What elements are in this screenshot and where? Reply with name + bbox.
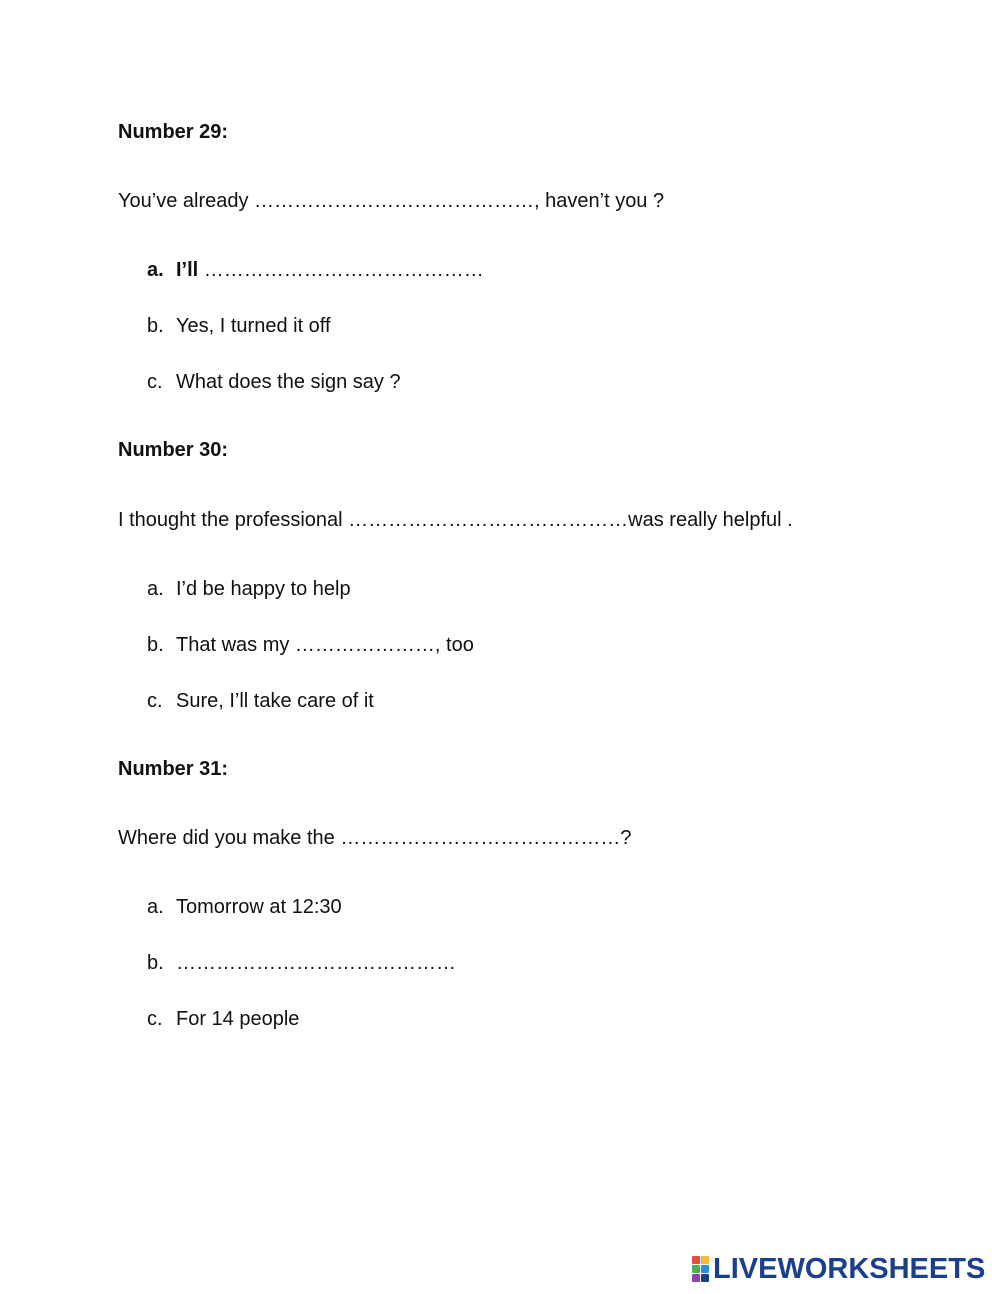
option-letter: c. bbox=[147, 371, 163, 393]
option-text: For 14 people bbox=[176, 1008, 300, 1030]
option-letter: c. bbox=[147, 1008, 163, 1030]
question-29-prompt: You’ve already ……………………………………, haven’t you ? bbox=[118, 190, 665, 212]
option-letter: b. bbox=[147, 315, 164, 337]
question-30-option-b bbox=[147, 633, 474, 657]
liveworksheets-logo bbox=[692, 1252, 986, 1285]
option-blank: …………………………………… bbox=[176, 952, 456, 974]
question-29-option-a bbox=[147, 258, 484, 282]
option-letter: a. bbox=[147, 259, 164, 281]
option-letter: c. bbox=[147, 690, 163, 712]
question-30-option-a bbox=[147, 577, 351, 601]
option-letter: a. bbox=[147, 896, 164, 918]
question-31-heading: Number 31: bbox=[118, 758, 229, 780]
liveworksheets-logo-icon bbox=[692, 1256, 709, 1282]
option-text: I’d be happy to help bbox=[176, 578, 351, 600]
question-29-option-b bbox=[147, 314, 331, 338]
option-letter: b. bbox=[147, 952, 164, 974]
question-31-option-c bbox=[147, 1007, 299, 1031]
question-29-option-c bbox=[147, 370, 401, 394]
option-text: That was my …………………, too bbox=[176, 634, 474, 656]
option-text: Sure, I’ll take care of it bbox=[176, 690, 374, 712]
question-30-prompt: I thought the professional ……………………………………was really helpful . bbox=[118, 509, 793, 531]
question-31-prompt: Where did you make the ……………………………………? bbox=[118, 827, 632, 849]
option-text: Yes, I turned it off bbox=[176, 315, 331, 337]
liveworksheets-logo-text: LIVEWORKSHEETS bbox=[713, 1252, 986, 1285]
option-bold-text: I’ll bbox=[176, 259, 199, 281]
option-text: What does the sign say ? bbox=[176, 371, 401, 393]
option-letter: a. bbox=[147, 578, 164, 600]
question-29-heading: Number 29: bbox=[118, 121, 229, 143]
question-30-heading: Number 30: bbox=[118, 439, 229, 461]
option-text: Tomorrow at 12:30 bbox=[176, 896, 342, 918]
question-30-option-c bbox=[147, 689, 374, 713]
question-31-option-b bbox=[147, 951, 456, 975]
option-blank: …………………………………… bbox=[198, 259, 484, 281]
option-letter: b. bbox=[147, 634, 164, 656]
question-31-option-a bbox=[147, 895, 342, 919]
